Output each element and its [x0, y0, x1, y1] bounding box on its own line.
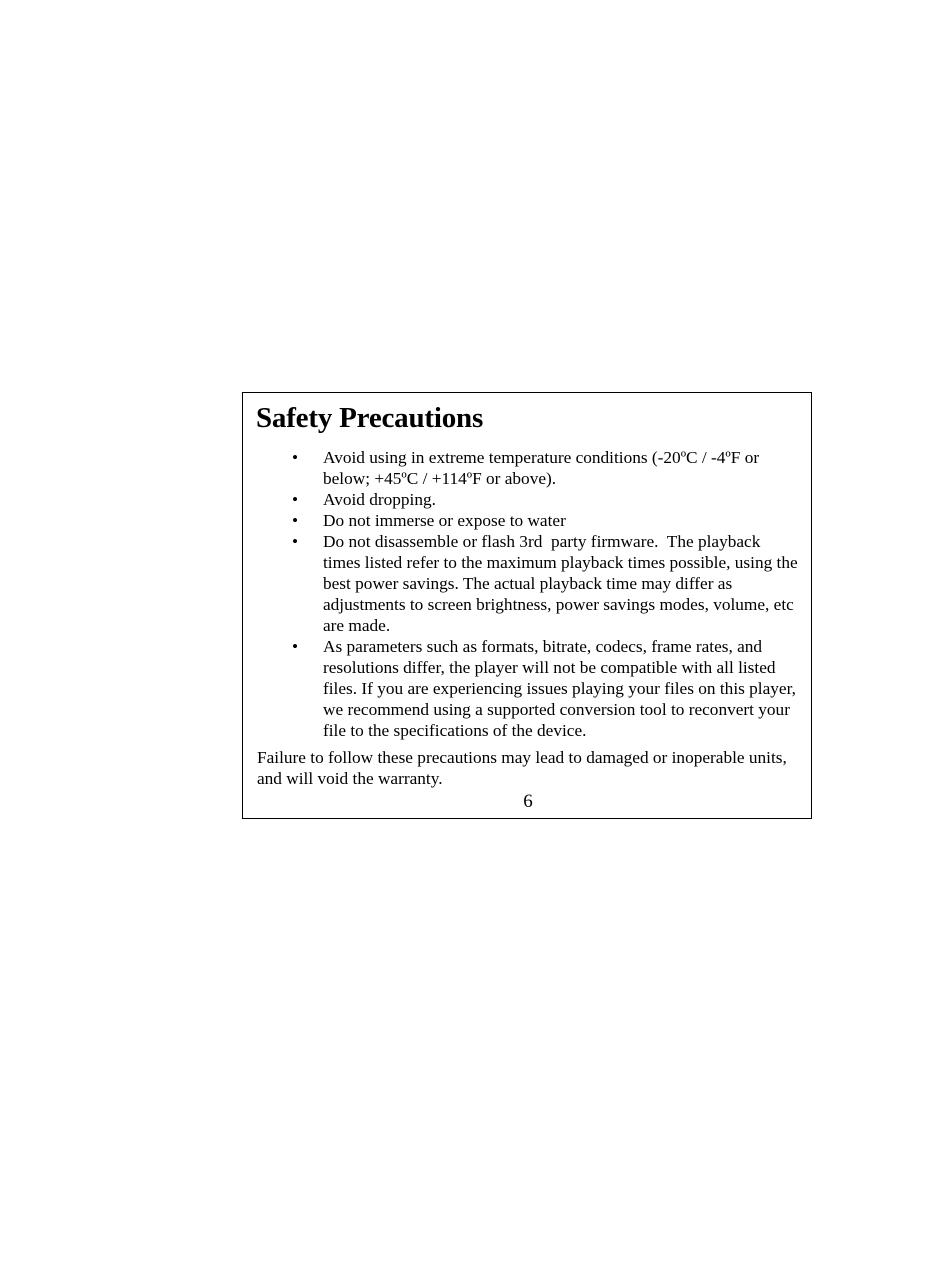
section-title: Safety Precautions [256, 402, 484, 434]
list-item [243, 489, 811, 510]
list-item-text: Avoid using in extreme temperature conditions (-20ºC / -4ºF or below; +45ºC / +114ºF or above). [323, 448, 760, 488]
list-item-text: Do not immerse or expose to water [323, 511, 566, 530]
list-item [243, 636, 811, 741]
list-item-text: As parameters such as formats, bitrate, codecs, frame rates, and resolutions differ, the player will not be compatible with all listed files. If you are experiencing issues playing your files on this player, we recommend using a supported conversion tool to reconvert your file to the specifications of the device. [323, 637, 796, 740]
warranty-warning: Failure to follow these precautions may lead to damaged or inoperable units, and will void the warranty. [257, 748, 787, 788]
bullet-icon: • [291, 490, 299, 509]
list-item [243, 447, 811, 489]
page-number: 6 [523, 791, 533, 812]
list-item [243, 531, 811, 636]
list-item-text: Avoid dropping. [323, 490, 436, 509]
bullet-icon: • [291, 637, 299, 656]
list-item-text: Do not disassemble or flash 3rd party firmware. The playback times listed refer to the maximum playback times possible, using the best power savings. The actual playback time may differ as adjustments to screen brightness, power savings modes, volume, etc are made. [323, 532, 802, 635]
safety-precautions-box [242, 392, 812, 819]
bullet-icon: • [291, 448, 299, 467]
bullet-icon: • [291, 511, 299, 530]
precautions-list [243, 447, 811, 741]
bullet-icon: • [291, 532, 299, 551]
list-item [243, 510, 811, 531]
